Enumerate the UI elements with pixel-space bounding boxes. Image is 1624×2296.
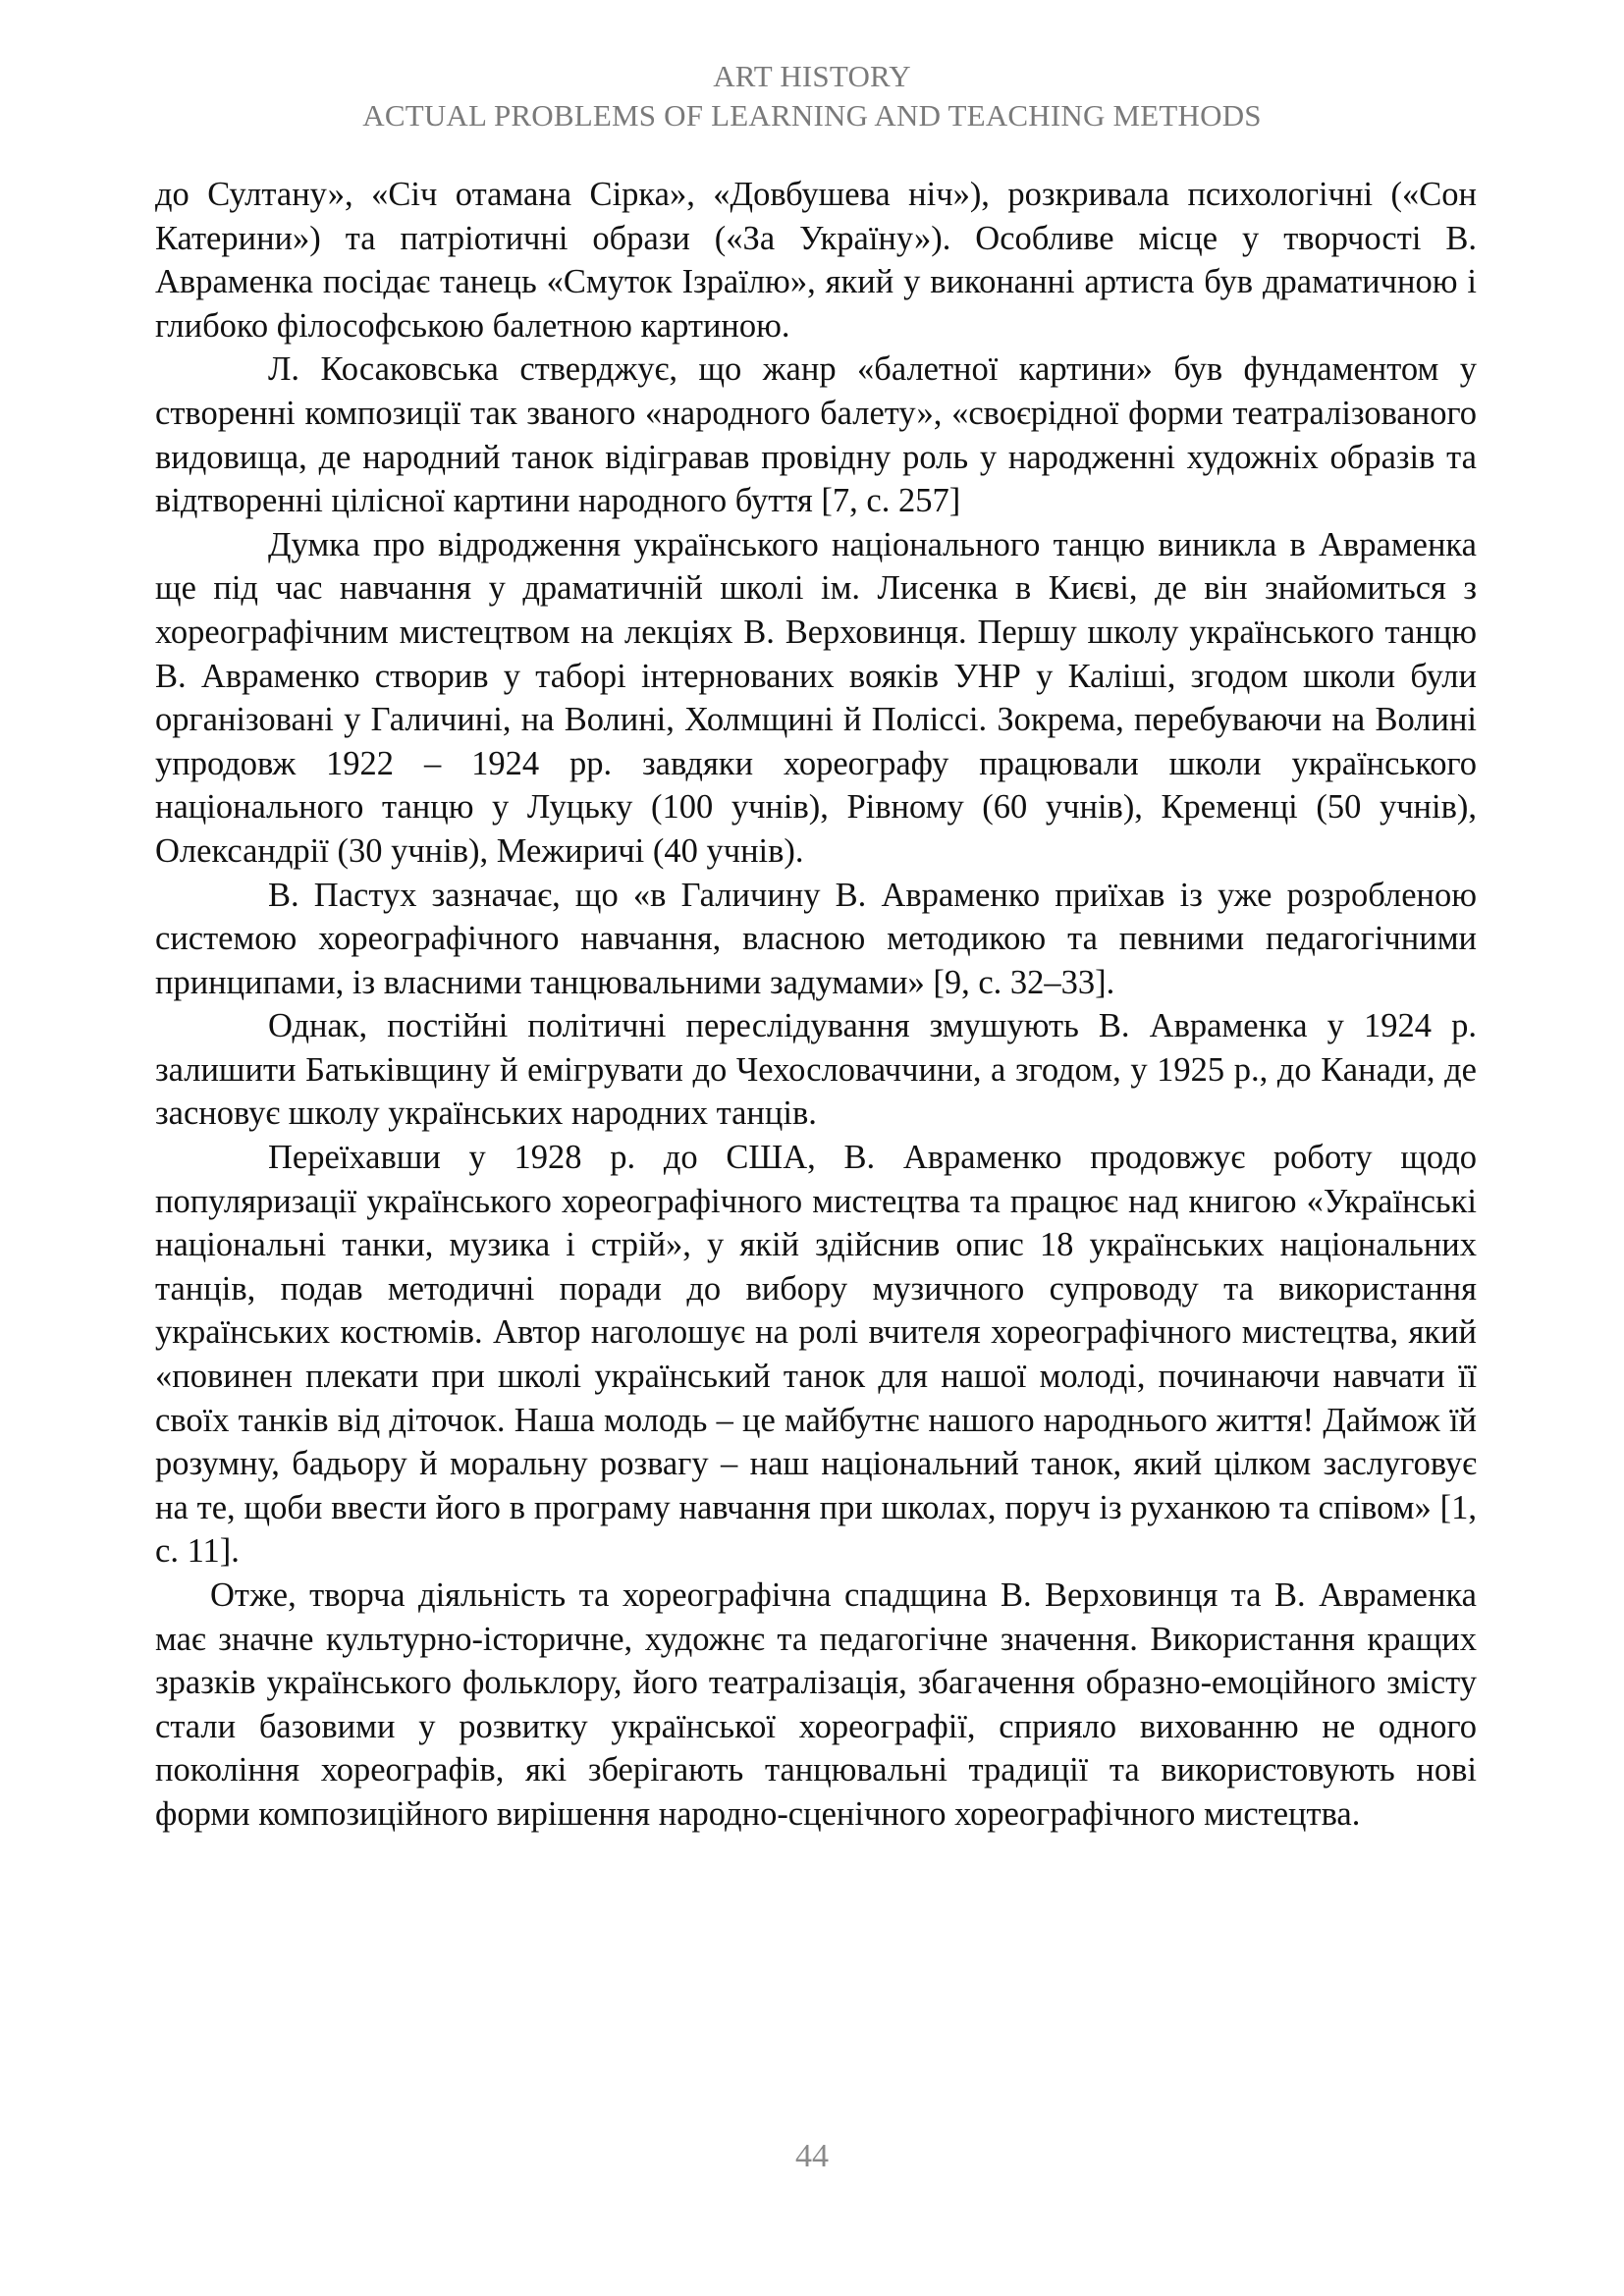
journal-title: ART HISTORY [713,59,911,93]
paragraph: Л. Косаковська стверджує, що жанр «балетної картини» був фундаментом у створенні композиції так званого «народного балету», «своєрідної форми театралізованого видовища, де народний танок відігравав провідну роль у народженні художніх образів та відтворенні цілісної картини народного буття [7, с. 257] [155,350,1477,520]
paragraph: Думка про відродження українського національного танцю виникла в Авраменка ще під час навчання у драматичній школі ім. Лисенка в Києві, де він знайомиться з хореографічним мистецтвом на лекціях В. Верховинця. Першу школу українського танцю В. Авраменко створив у таборі інтернованих вояків УНР у Каліші, згодом школи були організовані у Галичині, на Волині, Холмщині й Поліссі. Зокрема, перебуваючи на Волині упродовж 1922 – 1924 рр. завдяки хореографу працювали школи українського національного танцю у Луцьку (100 учнів), Рівному (60 учнів), Кременці (50 учнів), Олександрії (30 учнів), Межиричі (40 учнів). [155,525,1477,870]
paragraph-continuation: до Султану», «Січ отамана Сірка», «Довбушева ніч»), розкривала психологічні («Сон Катерини») та патріотичні образи («За Україну»). Особливе місце у творчості В. Авраменка посідає танець «Смуток Ізраїлю», який у виконанні артиста був драматичною і глибоко філософською балетною картиною. [155,176,1477,345]
journal-subtitle: ACTUAL PROBLEMS OF LEARNING AND TEACHING METHODS [362,98,1262,133]
running-header [0,57,1624,135]
page-number: 44 [795,2138,829,2174]
paragraph: В. Пастух зазначає, що «в Галичину В. Авраменко приїхав із уже розробленою системою хореографічного навчання, власною методикою та певними педагогічними принципами, із власними танцювальними задумами» [9, с. 32–33]. [155,876,1477,1001]
paragraph: Переїхавши у 1928 р. до США, В. Авраменко продовжує роботу щодо популяризації українського хореографічного мистецтва та працює над книгою «Українські національні танки, музика і стрій», у якій здійснив опис 18 українських національних танців, подав методичні поради до вибору музичного супроводу та використання українських костюмів. Автор наголошує на ролі вчителя хореографічного мистецтва, який «повинен плекати при школі український танок для нашої молоді, починаючи навчати її своїх танків від діточок. Наша молодь – це майбутнє нашого народнього життя! Даймож їй розумну, бадьору й моральну розвагу – наш національний танок, який цілком заслуговує на те, щоби ввести його в програму навчання при школах, поруч із руханкою та співом» [1, с. 11]. [155,1139,1477,1571]
article-body [155,173,1477,1837]
paragraph-conclusion: Отже, творча діяльність та хореографічна спадщина В. Верховинця та В. Авраменка має значне культурно-історичне, художнє та педагогічне значення. Використання кращих зразків українського фольклору, його театралізація, збагачення образно-емоційного змісту стали базовими у розвитку української хореографії, сприяло вихованню не одного покоління хореографів, які зберігають танцювальні традиції та використовують нові форми композиційного вирішення народно-сценічного хореографічного мистецтва. [155,1576,1477,1833]
paragraph: Однак, постійні політичні переслідування змушують В. Авраменка у 1924 р. залишити Батьківщину й емігрувати до Чехословаччини, а згодом, у 1925 р., до Канади, де засновує школу українських народних танців. [155,1007,1477,1133]
